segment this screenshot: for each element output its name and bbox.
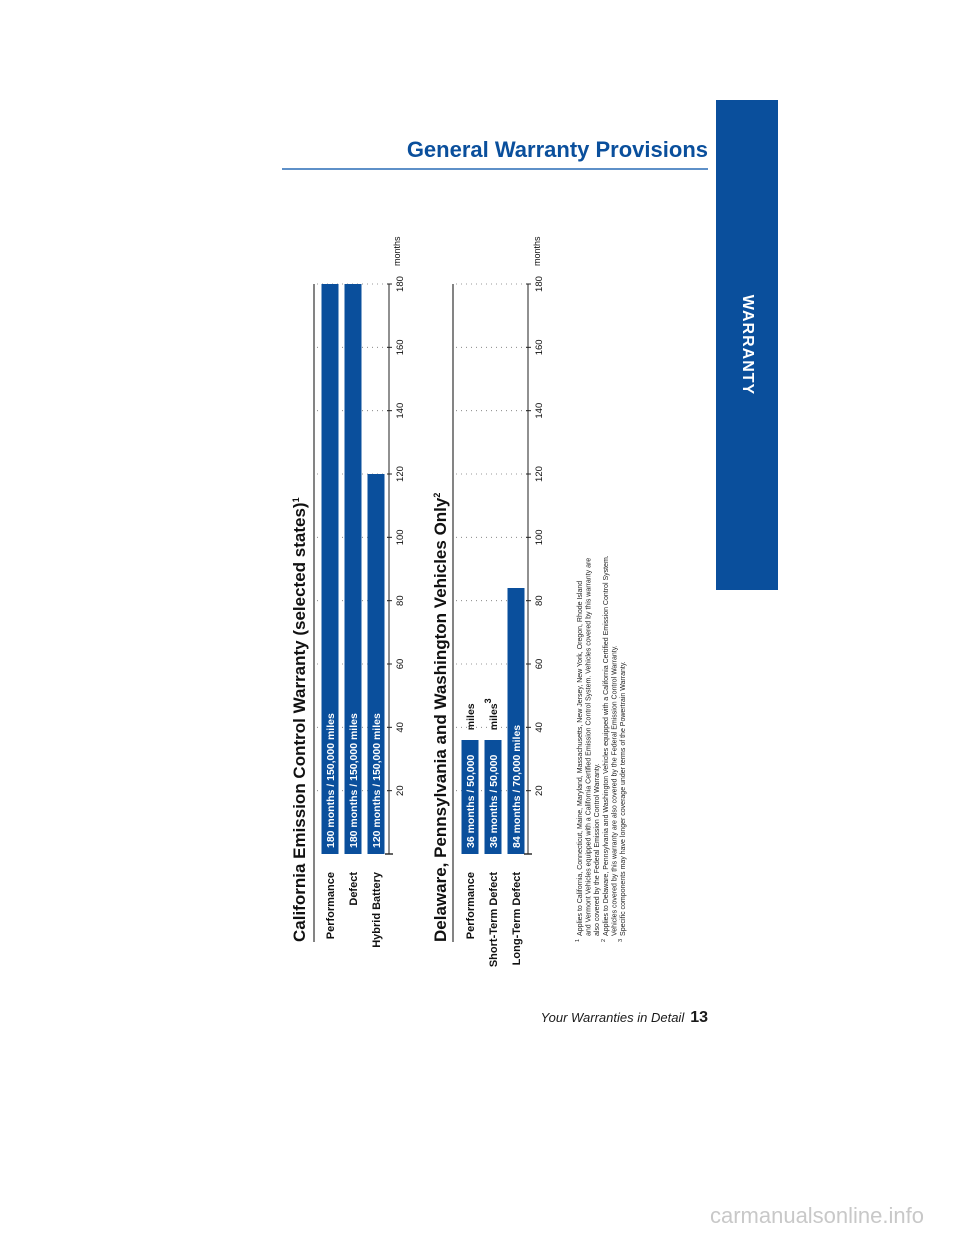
x-tick-label: 60 [395,658,406,670]
x-tick-label: 20 [395,785,406,796]
x-tick-label: 160 [395,339,406,356]
category-label: Performance [325,872,337,940]
x-tick-label: 60 [534,658,545,670]
x-tick-label: 140 [534,402,545,419]
category-label: Short-Term Defect [488,872,500,968]
footnote-line: also covered by the Federal Emission Control Warranty. [594,763,602,936]
x-tick-label: 120 [395,466,406,482]
x-tick-label: 180 [534,276,545,292]
chart-title-sup: 2 [432,492,442,498]
footer-text: Your Warranties in Detail [540,1010,685,1025]
footnote-line [618,661,627,942]
page-footer [541,1009,708,1027]
x-unit-label: months [392,236,402,266]
x-tick-label: 120 [534,466,545,482]
x-tick-label: 180 [395,276,406,292]
bar-label: 180 months / 150,000 miles [325,713,337,848]
category-label: Defect [348,872,360,906]
page-title: General Warranty Provisions [406,137,708,162]
chart-title: Delaware, Pennsylvania and Washington Vehicles Only$^2$ [431,492,450,942]
footnote-line [575,581,584,942]
footnote-marker: 3 [618,938,624,942]
x-tick-label: 160 [534,339,545,356]
category-label: Hybrid Battery [371,872,383,948]
footnote-marker: 2 [600,938,607,942]
watermark: carmanualsonline.info [709,1203,924,1228]
bar-extra-label-sup: 3 [483,698,493,704]
chart-delaware [431,236,545,967]
chart-california [290,236,406,948]
category-label: Performance [465,872,477,940]
footnote-line [601,555,610,942]
x-tick-label: 140 [395,402,406,419]
footnote-text: Applies to Delaware, Pennsylvania and Washington Vehicles equipped with a California Certified Emission Control System. [602,555,610,936]
footnote-line: Vehicles covered by this warranty are also covered by the Federal Emission Control Warranty. [611,645,619,936]
footnote-line: and Vermont Vehicles equipped with a California Certified Emission Control System. Vehicles covered by this warranty are [585,557,593,936]
footnotes [575,555,627,942]
footnote-text: Applies to California, Connecticut, Maine, Maryland, Massachusetts, New Jersey, New York, Oregon, Rhode Island [577,580,584,936]
x-tick-label: 40 [395,722,406,733]
bar-label: 36 months / 50,000 [465,754,477,848]
footnote-marker: 1 [575,938,581,942]
bar-label: 36 months / 50,000 [488,754,500,848]
bar-label: 84 months / 70,000 miles [511,724,523,848]
footnote-text: Specific components may have longer coverage under terms of the Powertrain Warranty. [620,661,627,936]
x-tick-label: 100 [395,529,406,546]
bar-label: 180 months / 150,000 miles [348,713,360,848]
x-tick-label: 20 [534,785,545,796]
bar-extra-label: miles3 [483,698,500,731]
x-tick-label: 80 [395,595,406,606]
bar-label: 120 months / 150,000 miles [371,713,383,848]
x-tick-label: 100 [534,529,545,546]
x-unit-label: months [532,236,542,266]
bar-extra-label: miles [465,703,477,731]
rotated-group [290,236,627,967]
category-label: Long-Term Defect [511,872,523,966]
side-tab-label: WARRANTY [739,294,756,396]
page-number: 13 [690,1009,708,1026]
x-tick-label: 80 [534,595,545,606]
chart-title-sup: 1 [291,497,301,503]
chart-title: California Emission Control Warranty (selected states)$^1$ [290,497,309,942]
x-tick-label: 40 [534,722,545,733]
